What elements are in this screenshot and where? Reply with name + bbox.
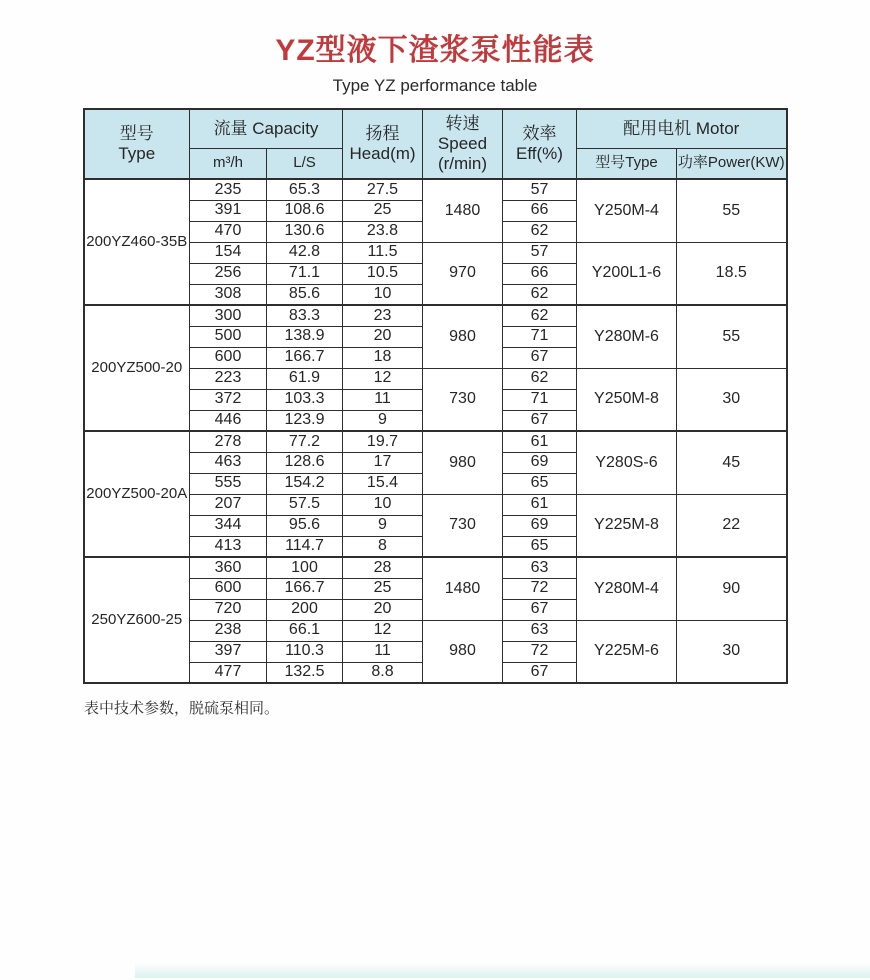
flow-ls-cell: 95.6 — [267, 515, 343, 536]
head-cell: 15.4 — [343, 473, 423, 494]
eff-cell: 71 — [503, 326, 577, 347]
table-row — [84, 620, 787, 641]
flow-m3h-cell: 360 — [190, 557, 267, 578]
page-subtitle: Type YZ performance table — [332, 76, 538, 95]
flow-ls-cell: 130.6 — [267, 221, 343, 242]
col-header-type-zh: 型号 — [119, 123, 154, 143]
motor-power-cell: 55 — [677, 305, 787, 368]
eff-cell: 57 — [503, 242, 577, 263]
col-header-speed-en: Speed — [437, 133, 488, 153]
flow-ls-cell: 128.6 — [267, 452, 343, 473]
head-cell: 9 — [343, 515, 423, 536]
flow-ls-cell: 123.9 — [267, 410, 343, 431]
table-row — [84, 242, 787, 263]
flow-ls-cell: 110.3 — [267, 641, 343, 662]
eff-cell: 63 — [503, 620, 577, 641]
motor-type-cell: Y225M-6 — [577, 620, 677, 683]
flow-m3h-cell: 600 — [190, 578, 267, 599]
eff-cell: 66 — [503, 263, 577, 284]
head-cell: 27.5 — [343, 179, 423, 200]
motor-power-cell: 90 — [677, 557, 787, 620]
flow-m3h-cell: 223 — [190, 368, 267, 389]
speed-cell: 1480 — [423, 179, 503, 242]
eff-cell: 71 — [503, 389, 577, 410]
eff-cell: 62 — [503, 284, 577, 305]
eff-cell: 61 — [503, 494, 577, 515]
flow-m3h-cell: 446 — [190, 410, 267, 431]
speed-cell: 1480 — [423, 557, 503, 620]
col-header-ls: L/S — [267, 148, 343, 179]
header-row-1 — [84, 109, 787, 148]
eff-cell: 62 — [503, 221, 577, 242]
head-cell: 28 — [343, 557, 423, 578]
eff-cell: 63 — [503, 557, 577, 578]
motor-type-cell: Y280M-4 — [577, 557, 677, 620]
motor-power-cell: 18.5 — [677, 242, 787, 305]
motor-power-cell: 55 — [677, 179, 787, 242]
eff-cell: 69 — [503, 452, 577, 473]
flow-m3h-cell: 477 — [190, 662, 267, 683]
head-cell: 25 — [343, 578, 423, 599]
flow-m3h-cell: 600 — [190, 347, 267, 368]
motor-power-cell: 45 — [677, 431, 787, 494]
motor-type-cell: Y225M-8 — [577, 494, 677, 557]
col-header-eff-en: Eff(%) — [516, 144, 563, 163]
eff-cell: 69 — [503, 515, 577, 536]
eff-cell: 62 — [503, 368, 577, 389]
col-header-speed-zh: 转速 — [445, 113, 480, 133]
col-header-head — [343, 109, 423, 179]
motor-power-cell: 30 — [677, 368, 787, 431]
speed-cell: 980 — [423, 431, 503, 494]
flow-ls-cell: 85.6 — [267, 284, 343, 305]
head-cell: 18 — [343, 347, 423, 368]
head-cell: 10 — [343, 494, 423, 515]
flow-m3h-cell: 238 — [190, 620, 267, 641]
flow-ls-cell: 166.7 — [267, 578, 343, 599]
flow-m3h-cell: 555 — [190, 473, 267, 494]
flow-ls-cell: 65.3 — [267, 179, 343, 200]
flow-m3h-cell: 397 — [190, 641, 267, 662]
flow-m3h-cell: 300 — [190, 305, 267, 326]
motor-type-cell: Y280S-6 — [577, 431, 677, 494]
col-header-capacity: 流量 Capacity — [190, 109, 343, 148]
flow-ls-cell: 83.3 — [267, 305, 343, 326]
flow-m3h-cell: 278 — [190, 431, 267, 452]
col-header-type-en: Type — [118, 144, 156, 163]
flow-ls-cell: 108.6 — [267, 200, 343, 221]
head-cell: 11 — [343, 389, 423, 410]
flow-m3h-cell: 391 — [190, 200, 267, 221]
col-header-m3h: m³/h — [190, 148, 267, 179]
head-cell: 12 — [343, 368, 423, 389]
flow-m3h-cell: 235 — [190, 179, 267, 200]
eff-cell: 67 — [503, 662, 577, 683]
flow-ls-cell: 100 — [267, 557, 343, 578]
head-cell: 23 — [343, 305, 423, 326]
head-cell: 9 — [343, 410, 423, 431]
flow-ls-cell: 57.5 — [267, 494, 343, 515]
flow-m3h-cell: 372 — [190, 389, 267, 410]
speed-cell: 980 — [423, 305, 503, 368]
eff-cell: 57 — [503, 179, 577, 200]
head-cell: 8 — [343, 536, 423, 557]
eff-cell: 67 — [503, 599, 577, 620]
performance-table — [83, 108, 788, 684]
col-header-type — [84, 109, 190, 179]
table-header — [84, 109, 787, 179]
model-cell: 200YZ500-20A — [84, 431, 190, 557]
flow-m3h-cell: 344 — [190, 515, 267, 536]
col-header-head-en: Head(m) — [349, 144, 416, 163]
head-cell: 10.5 — [343, 263, 423, 284]
motor-power-cell: 22 — [677, 494, 787, 557]
col-header-motor-type: 型号Type — [577, 148, 677, 179]
eff-cell: 67 — [503, 347, 577, 368]
head-cell: 25 — [343, 200, 423, 221]
col-header-head-zh: 扬程 — [365, 123, 400, 143]
model-cell: 250YZ600-25 — [84, 557, 190, 683]
head-cell: 20 — [343, 326, 423, 347]
performance-table-body — [84, 179, 787, 683]
col-header-eff — [503, 109, 577, 179]
table-row — [84, 305, 787, 326]
flow-m3h-cell: 470 — [190, 221, 267, 242]
flow-m3h-cell: 308 — [190, 284, 267, 305]
flow-ls-cell: 42.8 — [267, 242, 343, 263]
flow-ls-cell: 66.1 — [267, 620, 343, 641]
motor-type-cell: Y200L1-6 — [577, 242, 677, 305]
model-cell: 200YZ460-35B — [84, 179, 190, 305]
flow-ls-cell: 200 — [267, 599, 343, 620]
col-header-motor: 配用电机 Motor — [577, 109, 787, 148]
flow-m3h-cell: 413 — [190, 536, 267, 557]
speed-cell: 980 — [423, 620, 503, 683]
eff-cell: 62 — [503, 305, 577, 326]
eff-cell: 66 — [503, 200, 577, 221]
speed-cell: 730 — [423, 368, 503, 431]
speed-cell: 730 — [423, 494, 503, 557]
flow-m3h-cell: 154 — [190, 242, 267, 263]
flow-m3h-cell: 463 — [190, 452, 267, 473]
page-title: YZ型液下渣浆泵性能表 — [275, 34, 595, 67]
col-header-speed — [423, 109, 503, 179]
eff-cell: 72 — [503, 641, 577, 662]
flow-ls-cell: 132.5 — [267, 662, 343, 683]
flow-ls-cell: 77.2 — [267, 431, 343, 452]
head-cell: 17 — [343, 452, 423, 473]
flow-m3h-cell: 500 — [190, 326, 267, 347]
col-header-motor-power: 功率Power(KW) — [677, 148, 787, 179]
eff-cell: 72 — [503, 578, 577, 599]
motor-type-cell: Y280M-6 — [577, 305, 677, 368]
flow-m3h-cell: 256 — [190, 263, 267, 284]
head-cell: 10 — [343, 284, 423, 305]
eff-cell: 61 — [503, 431, 577, 452]
bottom-strip-decoration — [135, 963, 870, 978]
head-cell: 11.5 — [343, 242, 423, 263]
flow-ls-cell: 166.7 — [267, 347, 343, 368]
head-cell: 20 — [343, 599, 423, 620]
eff-cell: 65 — [503, 473, 577, 494]
flow-ls-cell: 61.9 — [267, 368, 343, 389]
head-cell: 19.7 — [343, 431, 423, 452]
head-cell: 23.8 — [343, 221, 423, 242]
motor-type-cell: Y250M-8 — [577, 368, 677, 431]
table-row — [84, 494, 787, 515]
flow-ls-cell: 138.9 — [267, 326, 343, 347]
flow-ls-cell: 154.2 — [267, 473, 343, 494]
head-cell: 11 — [343, 641, 423, 662]
head-cell: 8.8 — [343, 662, 423, 683]
eff-cell: 65 — [503, 536, 577, 557]
model-cell: 200YZ500-20 — [84, 305, 190, 431]
flow-m3h-cell: 207 — [190, 494, 267, 515]
flow-ls-cell: 103.3 — [267, 389, 343, 410]
table-row — [84, 179, 787, 200]
eff-cell: 67 — [503, 410, 577, 431]
col-header-speed-unit: (r/min) — [437, 154, 488, 174]
col-header-eff-zh: 效率 — [522, 123, 557, 143]
flow-ls-cell: 71.1 — [267, 263, 343, 284]
footnote: 表中技术参数，脱硫泵相同。 — [84, 700, 280, 717]
motor-type-cell: Y250M-4 — [577, 179, 677, 242]
table-row — [84, 368, 787, 389]
table-row — [84, 431, 787, 452]
head-cell: 12 — [343, 620, 423, 641]
flow-ls-cell: 114.7 — [267, 536, 343, 557]
motor-power-cell: 30 — [677, 620, 787, 683]
table-row — [84, 557, 787, 578]
speed-cell: 970 — [423, 242, 503, 305]
flow-m3h-cell: 720 — [190, 599, 267, 620]
